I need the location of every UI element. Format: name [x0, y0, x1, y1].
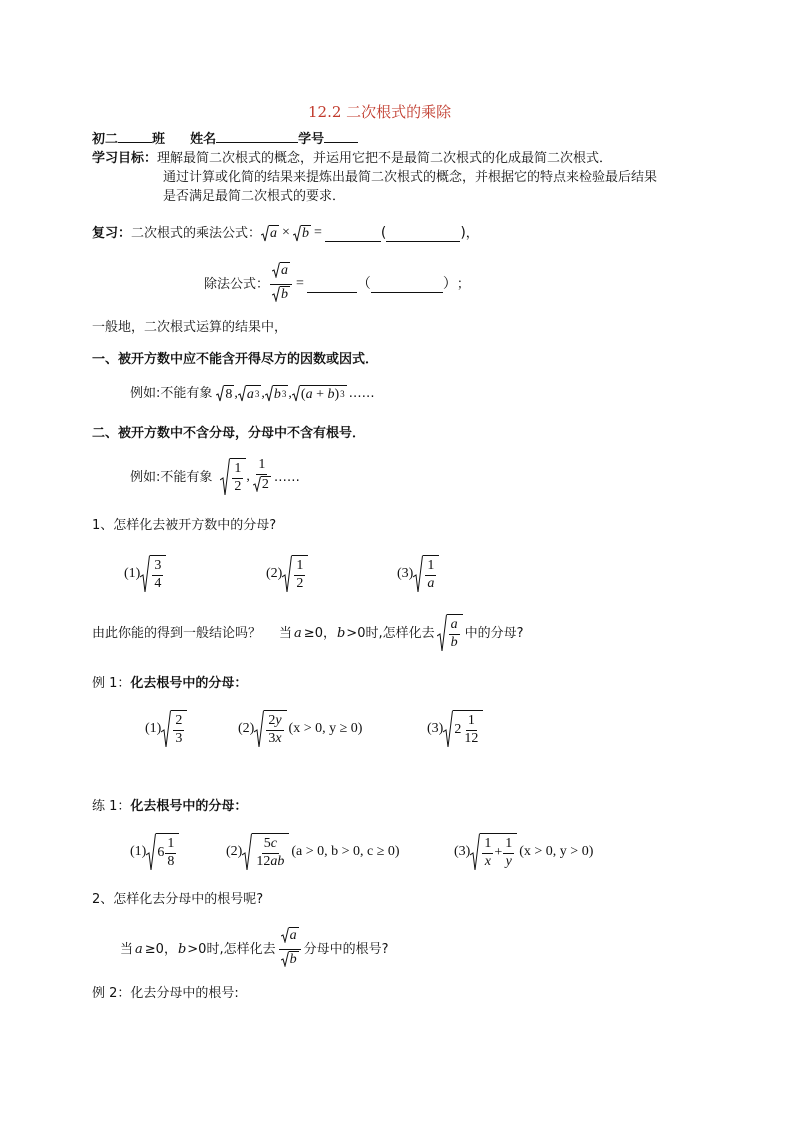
- pr1-item-3: (3) $\frac{1}{x}$ + $\frac{1}{y}$ (x > 0, y > 0): [454, 833, 593, 871]
- ex1-item-1: (1) $\frac{2}{3}$: [145, 710, 187, 748]
- ex1-item-3: (3) 2 $\frac{1}{12}$: [427, 710, 483, 748]
- q1-item-3: (3) $\frac{1}{a}$: [397, 555, 439, 593]
- conclusion-cond-a: 当: [279, 625, 293, 641]
- rule1-examples: 8 , a 3 , b 3 , ( a + b ) 3: [216, 385, 346, 402]
- mult-answer-blank[interactable]: [325, 230, 381, 242]
- name-label: 姓名: [190, 132, 217, 147]
- pr1-label: 练 1：: [92, 799, 131, 814]
- student-info-line: [92, 131, 358, 146]
- pr1-item-1-label: (1): [130, 844, 147, 859]
- general-statement: 一般地，二次根式运算的结果中，: [92, 320, 288, 335]
- ex1-item-2: (2) $\frac{2y}{3x}$ (x > 0, y ≥ 0): [238, 710, 362, 748]
- conclusion-line: 由此你能的得到一般结论吗？ 当 a ≥0， b >0时,怎样化去 $\frac{a}{b}$ 中的分母?: [92, 614, 524, 652]
- q1-title: 1、怎样化去被开方数中的分母?: [92, 518, 277, 533]
- class-blank[interactable]: [118, 131, 152, 143]
- ex2-title: 化去分母中的根号:: [130, 986, 239, 1001]
- name-blank[interactable]: [216, 131, 298, 143]
- q2-cond-c: >0时,怎样化去: [187, 941, 276, 957]
- rule2-examples: $\frac{1}{2}$ , $\frac{1}{2}$: [220, 458, 274, 496]
- rule2-ellipsis: ……: [273, 469, 300, 485]
- sqrt-b: b: [293, 225, 311, 242]
- q2-formula: $\frac{a}{b}$: [278, 927, 302, 971]
- pr1-item-2: (2) $\frac{5c}{12ab}$ (a > 0, b > 0, c ≥ 0): [226, 833, 400, 871]
- grade-label: 初二: [92, 132, 119, 147]
- rule2-title: 二、被开方数中不含分母，分母中不含有根号．: [92, 426, 366, 441]
- q1-item-2-label: (2): [266, 566, 283, 581]
- pr1-item-2-label: (2): [226, 844, 243, 859]
- conclusion-text-2: 中的分母?: [464, 625, 524, 641]
- q1-item-1-label: (1): [124, 566, 141, 581]
- div-answer-blank[interactable]: [307, 281, 357, 293]
- conclusion-cond-c: >0时,怎样化去: [346, 625, 435, 641]
- ex2-label: 例 2：: [92, 986, 131, 1001]
- pr1-heading: [92, 800, 247, 813]
- ex1-heading: [92, 677, 247, 690]
- conclusion-formula: $\frac{a}{b}$: [437, 614, 463, 652]
- pr1-item-3-condition: (x > 0, y > 0): [519, 844, 594, 859]
- ex1-title: 化去根号中的分母：: [130, 676, 248, 691]
- goals-line-2: 通过计算或化简的结果来提炼出最简二次根式的概念，并根据它的特点来检验最后结果: [163, 170, 658, 185]
- rule1-ellipsis: ……: [348, 386, 375, 401]
- goals-label: 学习目标：: [92, 151, 158, 166]
- ex1-item-2-condition: (x > 0, y ≥ 0): [288, 721, 363, 736]
- rule1-example-label: 例如:不能有象: [130, 386, 213, 401]
- div-formula-text: 除法公式：: [204, 276, 270, 292]
- goals-line-1: [92, 152, 612, 165]
- id-blank[interactable]: [324, 131, 358, 143]
- id-label: 学号: [298, 132, 325, 147]
- ex1-item-3-label: (3): [427, 721, 444, 736]
- q2-text-2: 分母中的根号?: [303, 941, 389, 957]
- ex1-item-1-label: (1): [145, 721, 162, 736]
- pr1-item-3-label: (3): [454, 844, 471, 859]
- class-label: 班: [152, 132, 166, 147]
- goals-text-1: 理解最简二次根式的概念，并运用它把不是最简二次根式的化成最简二次根式．: [157, 151, 613, 166]
- sqrt-a: a: [261, 225, 279, 242]
- review-label: 复习：: [92, 225, 132, 241]
- review-div-line: 除法公式： $\frac{a}{b}$ = （ ） ；: [204, 262, 470, 306]
- pr1-item-2-condition: (a > 0, b > 0, c ≥ 0): [291, 844, 400, 859]
- rule1-title: 一、被开方数中应不能含开得尽方的因数或因式．: [92, 352, 379, 367]
- rule2-example-label: 例如:不能有象: [130, 469, 213, 485]
- div-condition-blank[interactable]: [371, 281, 443, 293]
- pr1-title: 化去根号中的分母：: [130, 799, 248, 814]
- review-mult-line: 复习： 二次根式的乘法公式： a × b = ( ) ，: [92, 225, 479, 241]
- q1-item-2: (2) $\frac{1}{2}$: [266, 555, 308, 593]
- goals-line-3: 是否满足最简二次根式的要求．: [163, 189, 346, 204]
- q1-item-1: (1) $\frac{3}{4}$: [124, 555, 166, 593]
- q2-cond-a: 当: [120, 941, 134, 957]
- mult-formula-text: 二次根式的乘法公式：: [131, 225, 262, 241]
- div-formula: $\frac{a}{b}$ =: [269, 262, 307, 306]
- page-title: 12.2 二次根式的乘除: [308, 103, 452, 121]
- conclusion-cond-b: ≥0，: [303, 625, 336, 641]
- q2-cond-b: ≥0，: [144, 941, 177, 957]
- mult-comma: ，: [465, 225, 479, 241]
- rule2-example: [130, 458, 300, 496]
- q1-item-3-label: (3): [397, 566, 414, 581]
- conclusion-text: 由此你能的得到一般结论吗？: [92, 625, 262, 641]
- q2-title: 2、怎样化去分母中的根号呢?: [92, 892, 264, 907]
- ex1-item-2-label: (2): [238, 721, 255, 736]
- ex1-label: 例 1：: [92, 676, 131, 691]
- mult-condition-blank[interactable]: [386, 230, 460, 242]
- mult-formula: a × b =: [261, 225, 325, 242]
- rule1-example: [130, 385, 375, 402]
- pr1-item-1: (1) 6 $\frac{1}{8}$: [130, 833, 179, 871]
- ex2-heading: [92, 987, 239, 1000]
- div-semicolon: ；: [456, 276, 470, 292]
- q2-line: 当 a ≥0， b >0时,怎样化去 $\frac{a}{b}$ 分母中的根号?: [120, 927, 388, 971]
